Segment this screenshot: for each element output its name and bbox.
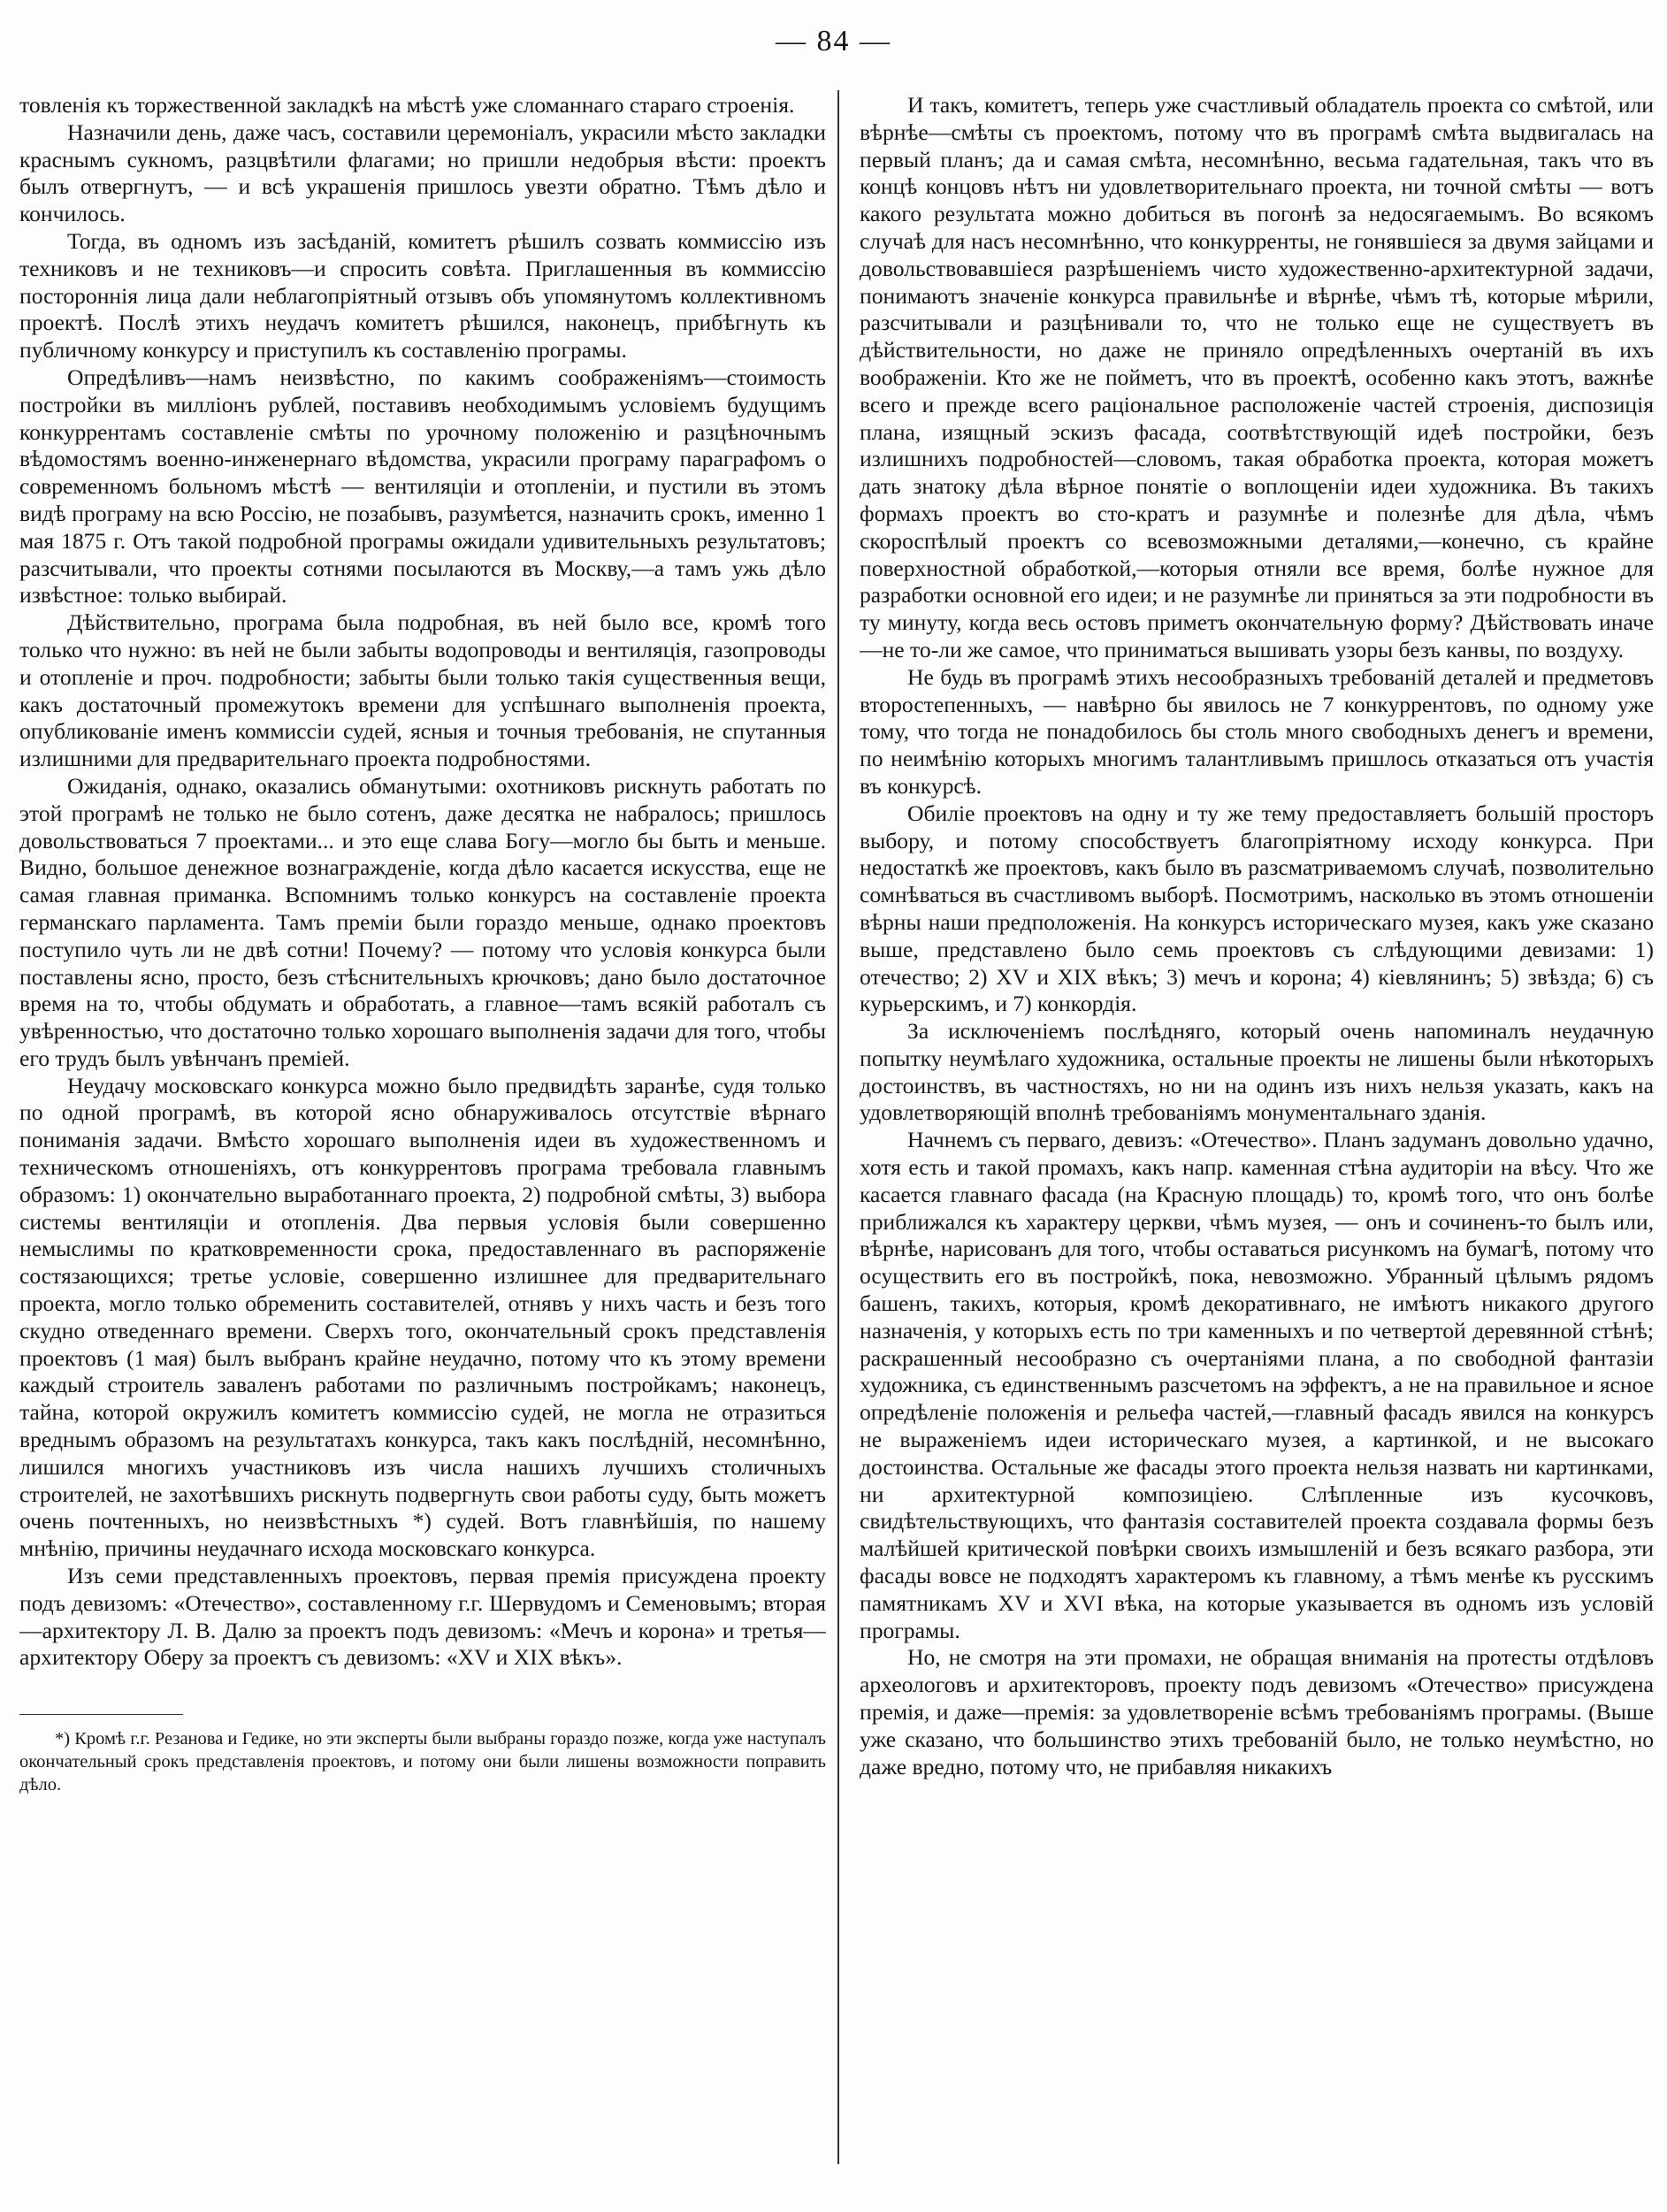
footnote-divider [19,1714,183,1715]
column-divider [837,90,839,2164]
paragraph: Не будь въ програмѣ этихъ несообразныхъ требованій деталей и предметовъ второстепенныхъ, — навѣрно бы явилось не 7 конкуррентовъ, по одному уже тому, что тогда не понадобилось бы столь много свободныхъ денегъ и времени, по неимѣнію которыхъ многимъ талантливымъ пришлось отказаться отъ участія въ конкурсѣ. [860,663,1654,799]
paragraph: Начнемъ съ перваго, девизъ: «Отечество». Планъ задуманъ довольно удачно, хотя есть и такой промахъ, какъ напр. каменная стѣна аудиторіи на вѣсу. Что же касается главнаго фасада (на Красную площадь) то, кромѣ того, что онъ болѣе приближался къ характеру церкви, чѣмъ музея, — онъ и сочиненъ-то былъ или, вѣрнѣе, нарисованъ для того, чтобы оставаться рисункомъ на бумагѣ, потому что осуществить его въ постройкѣ, пока, невозможно. Убранный цѣлымъ рядомъ башенъ, такихъ, которыя, кромѣ декоративнаго, не имѣютъ никакого другого назначенія, у которыхъ есть по три каменныхъ и по четвертой деревянной стѣнѣ; раскрашенный несообразно съ очертаніями плана, а по свободной фантазіи художника, съ единственнымъ разсчетомъ на эффектъ, а не на правильное и ясное опредѣленіе положенія и рельефа частей,—главный фасадъ явился на конкурсъ не выраженіемъ идеи историческаго музея, а картинкой, и не высокаго достоинства. Остальные же фасады этого проекта нельзя назвать ни картинками, ни архитектурной композиціею. Слѣпленные изъ кусочковъ, свидѣтельствующихъ, что фантазія составителей проекта создавала формы безъ малѣйшей критической повѣрки своихъ измышленій и безъ всякаго разбора, эти фасады вовсе не подходятъ характеромъ къ главному, а тѣмъ менѣе къ русскимъ памятникамъ XV и XVI вѣка, на которые указывается въ одномъ изъ условій програмы. [860,1127,1654,1643]
paragraph: Изъ семи представленныхъ проектовъ, первая премія присуждена проекту подъ девизомъ: «Отечество», составленному г.г. Шервудомъ и Семеновымъ; вторая—архитектору Л. В. Далю за проектъ подъ девизомъ: «Мечъ и корона» и третья—архитектору Оберу за проектъ съ девизомъ: «XV и XIX вѣкъ». [19,1563,826,1671]
paragraph: За исключеніемъ послѣдняго, который очень напоминалъ неудачную попытку неумѣлаго художника, остальные проекты не лишены были нѣкоторыхъ достоинствъ, въ частностяхъ, но ни на одинъ изъ нихъ нельзя указать, какъ на удовлетворяющій вполнѣ требованіямъ монументальнаго зданія. [860,1018,1654,1126]
page-number: — 84 — [776,25,891,57]
paragraph: Дѣйствительно, програма была подробная, въ ней было все, кромѣ того только что нужно: въ ней не были забыты водопроводы и вентиляція, газопроводы и отопленіе и проч. подробности; забыты были только такія существенныя вещи, какъ достаточный промежутокъ времени для успѣшнаго выполненія проекта, опубликованіе именъ коммиссіи судей, ясныя и точныя требованія, не спутанныя излишними для предварительнаго проекта подробностями. [19,609,826,772]
paragraph: товленія къ торжественной закладкѣ на мѣстѣ уже сломаннаго стараго строенія. [19,92,795,118]
paragraph: Опредѣливъ—намъ неизвѣстно, по какимъ соображеніямъ—стоимость постройки въ милліонъ рублей, поставивъ необходимымъ условіемъ будущимъ конкуррентамъ составленіе смѣты по урочному положенію и разцѣночнымъ вѣдомостямъ военно-инженернаго вѣдомства, украсили програму параграфомъ о современномъ больномъ мѣстѣ — вентиляціи и отопленіи, и пустили въ этомъ видѣ програму на всю Россію, не позабывъ, разумѣется, назначить срокъ, именно 1 мая 1875 г. Отъ такой подробной програмы ожидали удивительныхъ результатовъ; разсчитывали, что проекты сотнями посылаются въ Москву,—а тамъ ужь дѣло извѣстное: только выбирай. [19,364,826,608]
paragraph: Тогда, въ одномъ изъ засѣданій, комитетъ рѣшилъ созвать коммиссію изъ техниковъ и не техниковъ—и спросить совѣта. Приглашенныя въ коммиссію постороннія лица дали неблагопріятный отзывъ объ упомянутомъ коллективномъ проектѣ. Послѣ этихъ неудачъ комитетъ рѣшился, наконецъ, прибѣгнуть къ публичному конкурсу и приступилъ къ составленію програмы. [19,227,826,364]
footnote: *) Кромѣ г.г. Резанова и Гедике, но эти эксперты были выбраны гораздо позже, когда уже наступалъ окончательный срокъ представленія проектовъ, и потому они были лишены возможности поправить дѣло. [19,1729,826,1795]
paragraph: Но, не смотря на эти промахи, не обращая вниманія на протесты отдѣловъ археологовъ и архитекторовъ, проекту подъ девизомъ «Отечество» присуждена премія, и даже—премія: за удовлетвореніе всѣмъ требованіямъ програмы. (Выше уже сказано, что большинство этихъ требованій было, не только неумѣстно, но даже вредно, потому что, не прибавляя никакихъ [860,1644,1654,1780]
paragraph: Неудачу московскаго конкурса можно было предвидѣть заранѣе, судя только по одной програмѣ, въ которой ясно обнаруживалось отсутствіе вѣрнаго пониманія задачи. Вмѣсто хорошаго выполненія идеи въ художественномъ и техническомъ отношеніяхъ, отъ конкуррентовъ програма требовала главнымъ образомъ: 1) окончательно выработаннаго проекта, 2) подробной смѣты, 3) выбора системы вентиляціи и отопленія. Два первыя условія были совершенно немыслимы по кратковременности срока, предоставленнаго въ распоряженіе состязающихся; третье условіе, совершенно излишнее для предварительнаго проекта, могло только обременить составителей, отнявъ у нихъ часть и безъ того скудно отведеннаго времени. Сверхъ того, окончательный срокъ представленія проектовъ (1 мая) былъ выбранъ крайне неудачно, потому что къ этому времени каждый строитель заваленъ работами по различнымъ постройкамъ; наконецъ, тайна, которой окружилъ комитетъ коммиссію судей, не могла не отразиться вреднымъ образомъ на результатахъ конкурса, такъ какъ послѣдній, несомнѣнно, лишился многихъ участниковъ изъ числа нашихъ лучшихъ столичныхъ строителей, не захотѣвшихъ рискнуть подвергнуть свои работы суду, быть можетъ очень почтенныхъ, но неизвѣстныхъ *) судей. Вотъ главнѣйшія, по нашему мнѣнію, причины неудачнаго исхода московскаго конкурса. [19,1072,826,1562]
right-column [860,92,1654,2197]
paragraph: Назначили день, даже часъ, составили церемоніалъ, украсили мѣсто закладки краснымъ сукномъ, разцвѣтили флагами; но пришли недобрыя вѣсти: проектъ былъ отвергнутъ, — и всѣ украшенія пришлось увезти обратно. Тѣмъ дѣло и кончилось. [19,119,826,227]
paragraph: И такъ, комитетъ, теперь уже счастливый обладатель проекта со смѣтой, или вѣрнѣе—смѣты съ проектомъ, потому что въ програмѣ смѣта выдвигалась на первый планъ; да и самая смѣта, несомнѣнно, весьма гадательная, такъ что въ концѣ концовъ нѣтъ ни удовлетворительнаго проекта, ни точной смѣты — вотъ какого результата можно добиться въ погонѣ за недосягаемымъ. Во всякомъ случаѣ для насъ несомнѣнно, что конкурренты, не гонявшіеся за двумя зайцами и довольствовавшіеся разрѣшеніемъ чисто художественно-архитектурной задачи, понимаютъ значеніе конкурса правильнѣе и вѣрнѣе, чѣмъ тѣ, которые мѣрили, разсчитывали и разцѣнивали то, что не только еще не существуетъ въ дѣйствительности, но даже не приняло опредѣленныхъ очертаній въ ихъ воображеніи. Кто же не пойметъ, что въ проектѣ, особенно какъ этотъ, важнѣе всего и прежде всего раціональное расположеніе частей строенія, диспозиція плана, изящный эскизъ фасада, соотвѣтствующій идеѣ постройки, безъ излишнихъ подробностей—словомъ, такая обработка проекта, которая можетъ дать знатоку дѣла вѣрное понятіе о воплощеніи идеи художника. Въ такихъ формахъ проектъ во сто-кратъ и разумнѣе и полезнѣе для дѣла, чѣмъ скороспѣлый проектъ со всевозможными деталями,—конечно, съ крайне поверхностной обработкой,—которыя отняли все время, болѣе нужное для разработки основной его идеи; и не разумнѣе ли приняться за эти подробности въ ту минуту, когда весь остовъ приметъ окончательную форму? Дѣйствовать иначе—не то-ли же самое, что приниматься вышивать узоры безъ канвы, по воздуху. [860,92,1654,662]
left-column [19,92,826,2197]
paragraph: Ожиданія, однако, оказались обманутыми: охотниковъ рискнуть работать по этой програмѣ не только не было сотенъ, даже десятка не набралось; пришлось довольствоваться 7 проектами... и это еще слава Богу—могло бы быть и меньше. Видно, большое денежное вознагражденіе, когда дѣло касается искусства, еще не самая главная приманка. Вспомнимъ только конкурсъ на составленіе проекта германскаго парламента. Тамъ преміи были гораздо меньше, однако проектовъ поступило чуть ли не двѣ сотни! Почему? — потому что условія конкурса были поставлены ясно, просто, безъ стѣснительныхъ крючковъ; дано было достаточное время на то, чтобы обдумать и обработать, а главное—тамъ всякій работалъ съ увѣренностью, что достаточно только хорошаго выполненія задачи для того, чтобы его трудъ былъ увѣнчанъ преміей. [19,772,826,1071]
paragraph: Обиліе проектовъ на одну и ту же тему предоставляетъ большій просторъ выбору, и потому способствуетъ благопріятному исходу конкурса. При недостаткѣ же проектовъ, какъ было въ разсматриваемомъ случаѣ, позволительно сомнѣваться въ счастливомъ выборѣ. Посмотримъ, насколько въ этомъ отношеніи вѣрны наши предположенія. На конкурсъ историческаго музея, какъ уже сказано выше, представлено было семь проектовъ съ слѣдующими девизами: 1) отечество; 2) XV и XIX вѣкъ; 3) мечъ и корона; 4) кіевлянинъ; 5) звѣзда; 6) съ курьерскимъ, и 7) конкордія. [860,800,1654,1017]
